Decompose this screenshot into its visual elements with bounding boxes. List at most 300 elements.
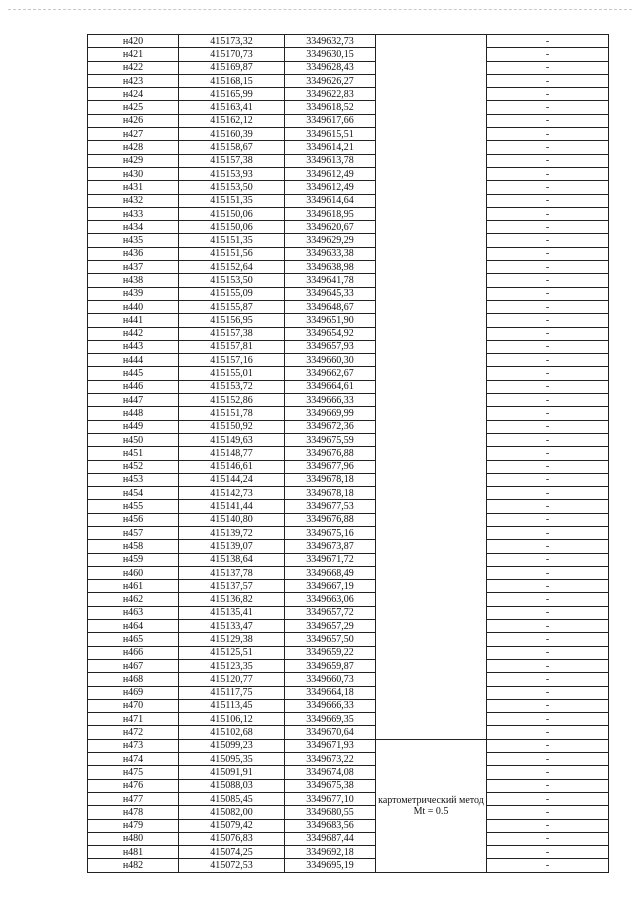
accuracy-cell: - xyxy=(487,859,609,872)
x-coordinate-cell: 415150,92 xyxy=(179,420,285,433)
x-coordinate-cell: 415157,38 xyxy=(179,327,285,340)
point-id-cell: н422 xyxy=(88,61,179,74)
table-row xyxy=(88,832,609,845)
y-coordinate-cell: 3349654,92 xyxy=(285,327,376,340)
y-coordinate-cell: 3349657,29 xyxy=(285,620,376,633)
y-coordinate-cell: 3349675,38 xyxy=(285,779,376,792)
accuracy-cell: - xyxy=(487,300,609,313)
table-row xyxy=(88,380,609,393)
table-row xyxy=(88,659,609,672)
table-row xyxy=(88,447,609,460)
accuracy-cell: - xyxy=(487,713,609,726)
accuracy-cell: - xyxy=(487,340,609,353)
point-id-cell: н434 xyxy=(88,221,179,234)
x-coordinate-cell: 415140,80 xyxy=(179,513,285,526)
y-coordinate-cell: 3349628,43 xyxy=(285,61,376,74)
y-coordinate-cell: 3349633,38 xyxy=(285,247,376,260)
table-row xyxy=(88,181,609,194)
point-id-cell: н443 xyxy=(88,340,179,353)
table-row xyxy=(88,726,609,739)
accuracy-cell: - xyxy=(487,593,609,606)
accuracy-cell: - xyxy=(487,327,609,340)
accuracy-cell: - xyxy=(487,447,609,460)
x-coordinate-cell: 415082,00 xyxy=(179,806,285,819)
accuracy-cell: - xyxy=(487,274,609,287)
accuracy-cell: - xyxy=(487,61,609,74)
x-coordinate-cell: 415076,83 xyxy=(179,832,285,845)
point-id-cell: н437 xyxy=(88,261,179,274)
point-id-cell: н435 xyxy=(88,234,179,247)
point-id-cell: н482 xyxy=(88,859,179,872)
accuracy-cell: - xyxy=(487,566,609,579)
point-id-cell: н474 xyxy=(88,753,179,766)
x-coordinate-cell: 415158,67 xyxy=(179,141,285,154)
y-coordinate-cell: 3349641,78 xyxy=(285,274,376,287)
point-id-cell: н446 xyxy=(88,380,179,393)
y-coordinate-cell: 3349676,88 xyxy=(285,513,376,526)
table-row xyxy=(88,819,609,832)
y-coordinate-cell: 3349618,95 xyxy=(285,207,376,220)
point-id-cell: н433 xyxy=(88,207,179,220)
y-coordinate-cell: 3349645,33 xyxy=(285,287,376,300)
scan-top-border xyxy=(8,9,632,10)
x-coordinate-cell: 415151,78 xyxy=(179,407,285,420)
y-coordinate-cell: 3349678,18 xyxy=(285,487,376,500)
point-id-cell: н436 xyxy=(88,247,179,260)
x-coordinate-cell: 415165,99 xyxy=(179,88,285,101)
y-coordinate-cell: 3349678,18 xyxy=(285,473,376,486)
point-id-cell: н441 xyxy=(88,314,179,327)
accuracy-cell: - xyxy=(487,553,609,566)
table-row xyxy=(88,699,609,712)
accuracy-cell: - xyxy=(487,101,609,114)
x-coordinate-cell: 415102,68 xyxy=(179,726,285,739)
method-cell-empty xyxy=(376,35,487,740)
x-coordinate-cell: 415153,50 xyxy=(179,181,285,194)
y-coordinate-cell: 3349632,73 xyxy=(285,35,376,48)
table-row xyxy=(88,500,609,513)
x-coordinate-cell: 415163,41 xyxy=(179,101,285,114)
point-id-cell: н477 xyxy=(88,792,179,805)
x-coordinate-cell: 415137,78 xyxy=(179,566,285,579)
y-coordinate-cell: 3349657,50 xyxy=(285,633,376,646)
accuracy-cell: - xyxy=(487,247,609,260)
accuracy-cell: - xyxy=(487,779,609,792)
x-coordinate-cell: 415125,51 xyxy=(179,646,285,659)
accuracy-cell: - xyxy=(487,633,609,646)
table-row xyxy=(88,327,609,340)
x-coordinate-cell: 415120,77 xyxy=(179,673,285,686)
accuracy-cell: - xyxy=(487,221,609,234)
y-coordinate-cell: 3349677,10 xyxy=(285,792,376,805)
point-id-cell: н426 xyxy=(88,114,179,127)
y-coordinate-cell: 3349662,67 xyxy=(285,367,376,380)
point-id-cell: н430 xyxy=(88,167,179,180)
accuracy-cell: - xyxy=(487,354,609,367)
x-coordinate-cell: 415169,87 xyxy=(179,61,285,74)
table-row xyxy=(88,61,609,74)
y-coordinate-cell: 3349676,88 xyxy=(285,447,376,460)
y-coordinate-cell: 3349630,15 xyxy=(285,48,376,61)
table-row xyxy=(88,74,609,87)
point-id-cell: н450 xyxy=(88,433,179,446)
point-id-cell: н463 xyxy=(88,606,179,619)
x-coordinate-cell: 415085,45 xyxy=(179,792,285,805)
y-coordinate-cell: 3349668,49 xyxy=(285,566,376,579)
x-coordinate-cell: 415155,87 xyxy=(179,300,285,313)
x-coordinate-cell: 415117,75 xyxy=(179,686,285,699)
accuracy-cell: - xyxy=(487,580,609,593)
y-coordinate-cell: 3349667,19 xyxy=(285,580,376,593)
x-coordinate-cell: 415072,53 xyxy=(179,859,285,872)
y-coordinate-cell: 3349657,93 xyxy=(285,340,376,353)
table-row xyxy=(88,420,609,433)
point-id-cell: н478 xyxy=(88,806,179,819)
table-row xyxy=(88,566,609,579)
x-coordinate-cell: 415091,91 xyxy=(179,766,285,779)
x-coordinate-cell: 415156,95 xyxy=(179,314,285,327)
accuracy-cell: - xyxy=(487,699,609,712)
y-coordinate-cell: 3349648,67 xyxy=(285,300,376,313)
accuracy-cell: - xyxy=(487,819,609,832)
point-id-cell: н451 xyxy=(88,447,179,460)
accuracy-cell: - xyxy=(487,287,609,300)
point-id-cell: н457 xyxy=(88,526,179,539)
accuracy-cell: - xyxy=(487,74,609,87)
x-coordinate-cell: 415133,47 xyxy=(179,620,285,633)
y-coordinate-cell: 3349659,87 xyxy=(285,659,376,672)
accuracy-cell: - xyxy=(487,261,609,274)
point-id-cell: н449 xyxy=(88,420,179,433)
table-row xyxy=(88,274,609,287)
table-row xyxy=(88,473,609,486)
point-id-cell: н428 xyxy=(88,141,179,154)
table-row xyxy=(88,247,609,260)
x-coordinate-cell: 415113,45 xyxy=(179,699,285,712)
x-coordinate-cell: 415151,35 xyxy=(179,234,285,247)
y-coordinate-cell: 3349677,96 xyxy=(285,460,376,473)
y-coordinate-cell: 3349677,53 xyxy=(285,500,376,513)
accuracy-cell: - xyxy=(487,207,609,220)
y-coordinate-cell: 3349620,67 xyxy=(285,221,376,234)
point-id-cell: н421 xyxy=(88,48,179,61)
table-row xyxy=(88,88,609,101)
table-row xyxy=(88,407,609,420)
accuracy-cell: - xyxy=(487,832,609,845)
x-coordinate-cell: 415152,86 xyxy=(179,394,285,407)
y-coordinate-cell: 3349651,90 xyxy=(285,314,376,327)
point-id-cell: н445 xyxy=(88,367,179,380)
accuracy-cell: - xyxy=(487,433,609,446)
point-id-cell: н475 xyxy=(88,766,179,779)
point-id-cell: н464 xyxy=(88,620,179,633)
coordinates-table xyxy=(87,34,609,873)
table-row xyxy=(88,806,609,819)
accuracy-cell: - xyxy=(487,380,609,393)
y-coordinate-cell: 3349660,73 xyxy=(285,673,376,686)
accuracy-cell: - xyxy=(487,846,609,859)
table-row xyxy=(88,846,609,859)
x-coordinate-cell: 415123,35 xyxy=(179,659,285,672)
accuracy-cell: - xyxy=(487,726,609,739)
x-coordinate-cell: 415173,32 xyxy=(179,35,285,48)
point-id-cell: н456 xyxy=(88,513,179,526)
point-id-cell: н468 xyxy=(88,673,179,686)
accuracy-cell: - xyxy=(487,659,609,672)
y-coordinate-cell: 3349612,49 xyxy=(285,167,376,180)
accuracy-cell: - xyxy=(487,194,609,207)
table-row xyxy=(88,792,609,805)
y-coordinate-cell: 3349657,72 xyxy=(285,606,376,619)
table-row xyxy=(88,287,609,300)
y-coordinate-cell: 3349671,72 xyxy=(285,553,376,566)
x-coordinate-cell: 415095,35 xyxy=(179,753,285,766)
accuracy-cell: - xyxy=(487,48,609,61)
point-id-cell: н481 xyxy=(88,846,179,859)
point-id-cell: н425 xyxy=(88,101,179,114)
accuracy-cell: - xyxy=(487,167,609,180)
accuracy-cell: - xyxy=(487,154,609,167)
accuracy-cell: - xyxy=(487,35,609,48)
point-id-cell: н448 xyxy=(88,407,179,420)
accuracy-cell: - xyxy=(487,792,609,805)
y-coordinate-cell: 3349614,21 xyxy=(285,141,376,154)
accuracy-cell: - xyxy=(487,141,609,154)
y-coordinate-cell: 3349674,08 xyxy=(285,766,376,779)
table-row xyxy=(88,433,609,446)
table-row xyxy=(88,753,609,766)
table-row xyxy=(88,713,609,726)
point-id-cell: н458 xyxy=(88,540,179,553)
x-coordinate-cell: 415139,72 xyxy=(179,526,285,539)
point-id-cell: н420 xyxy=(88,35,179,48)
x-coordinate-cell: 415106,12 xyxy=(179,713,285,726)
point-id-cell: н455 xyxy=(88,500,179,513)
point-id-cell: н472 xyxy=(88,726,179,739)
accuracy-cell: - xyxy=(487,314,609,327)
x-coordinate-cell: 415139,07 xyxy=(179,540,285,553)
point-id-cell: н447 xyxy=(88,394,179,407)
x-coordinate-cell: 415129,38 xyxy=(179,633,285,646)
table-row xyxy=(88,234,609,247)
accuracy-cell: - xyxy=(487,394,609,407)
table-row xyxy=(88,580,609,593)
y-coordinate-cell: 3349664,61 xyxy=(285,380,376,393)
y-coordinate-cell: 3349692,18 xyxy=(285,846,376,859)
x-coordinate-cell: 415148,77 xyxy=(179,447,285,460)
point-id-cell: н459 xyxy=(88,553,179,566)
x-coordinate-cell: 415149,63 xyxy=(179,433,285,446)
point-id-cell: н427 xyxy=(88,128,179,141)
table-row xyxy=(88,766,609,779)
x-coordinate-cell: 415153,93 xyxy=(179,167,285,180)
table-row xyxy=(88,354,609,367)
y-coordinate-cell: 3349669,35 xyxy=(285,713,376,726)
accuracy-cell: - xyxy=(487,88,609,101)
table-row xyxy=(88,606,609,619)
table-row xyxy=(88,300,609,313)
x-coordinate-cell: 415157,38 xyxy=(179,154,285,167)
table-row xyxy=(88,154,609,167)
x-coordinate-cell: 415079,42 xyxy=(179,819,285,832)
table-row xyxy=(88,593,609,606)
table-row xyxy=(88,340,609,353)
y-coordinate-cell: 3349673,22 xyxy=(285,753,376,766)
y-coordinate-cell: 3349695,19 xyxy=(285,859,376,872)
point-id-cell: н424 xyxy=(88,88,179,101)
accuracy-cell: - xyxy=(487,420,609,433)
accuracy-cell: - xyxy=(487,766,609,779)
x-coordinate-cell: 415136,82 xyxy=(179,593,285,606)
point-id-cell: н480 xyxy=(88,832,179,845)
accuracy-cell: - xyxy=(487,114,609,127)
y-coordinate-cell: 3349669,99 xyxy=(285,407,376,420)
y-coordinate-cell: 3349680,55 xyxy=(285,806,376,819)
table-row xyxy=(88,261,609,274)
point-id-cell: н429 xyxy=(88,154,179,167)
x-coordinate-cell: 415135,41 xyxy=(179,606,285,619)
x-coordinate-cell: 415151,35 xyxy=(179,194,285,207)
point-id-cell: н460 xyxy=(88,566,179,579)
table-row xyxy=(88,114,609,127)
coordinates-table-body xyxy=(88,35,609,873)
y-coordinate-cell: 3349613,78 xyxy=(285,154,376,167)
y-coordinate-cell: 3349666,33 xyxy=(285,699,376,712)
x-coordinate-cell: 415153,50 xyxy=(179,274,285,287)
table-row xyxy=(88,207,609,220)
x-coordinate-cell: 415138,64 xyxy=(179,553,285,566)
point-id-cell: н462 xyxy=(88,593,179,606)
accuracy-cell: - xyxy=(487,540,609,553)
table-row xyxy=(88,513,609,526)
accuracy-cell: - xyxy=(487,513,609,526)
x-coordinate-cell: 415162,12 xyxy=(179,114,285,127)
table-row xyxy=(88,48,609,61)
x-coordinate-cell: 415153,72 xyxy=(179,380,285,393)
y-coordinate-cell: 3349618,52 xyxy=(285,101,376,114)
y-coordinate-cell: 3349664,18 xyxy=(285,686,376,699)
point-id-cell: н479 xyxy=(88,819,179,832)
point-id-cell: н439 xyxy=(88,287,179,300)
table-row xyxy=(88,646,609,659)
x-coordinate-cell: 415157,81 xyxy=(179,340,285,353)
y-coordinate-cell: 3349666,33 xyxy=(285,394,376,407)
table-row xyxy=(88,167,609,180)
x-coordinate-cell: 415137,57 xyxy=(179,580,285,593)
y-coordinate-cell: 3349675,59 xyxy=(285,433,376,446)
x-coordinate-cell: 415168,15 xyxy=(179,74,285,87)
accuracy-cell: - xyxy=(487,753,609,766)
point-id-cell: н444 xyxy=(88,354,179,367)
accuracy-cell: - xyxy=(487,526,609,539)
y-coordinate-cell: 3349626,27 xyxy=(285,74,376,87)
point-id-cell: н465 xyxy=(88,633,179,646)
point-id-cell: н454 xyxy=(88,487,179,500)
table-row xyxy=(88,128,609,141)
table-row xyxy=(88,487,609,500)
table-row xyxy=(88,101,609,114)
accuracy-cell: - xyxy=(487,181,609,194)
y-coordinate-cell: 3349615,51 xyxy=(285,128,376,141)
table-row xyxy=(88,394,609,407)
x-coordinate-cell: 415088,03 xyxy=(179,779,285,792)
y-coordinate-cell: 3349629,29 xyxy=(285,234,376,247)
y-coordinate-cell: 3349670,64 xyxy=(285,726,376,739)
x-coordinate-cell: 415152,64 xyxy=(179,261,285,274)
x-coordinate-cell: 415142,73 xyxy=(179,487,285,500)
y-coordinate-cell: 3349687,44 xyxy=(285,832,376,845)
y-coordinate-cell: 3349672,36 xyxy=(285,420,376,433)
table-row xyxy=(88,35,609,48)
x-coordinate-cell: 415160,39 xyxy=(179,128,285,141)
point-id-cell: н438 xyxy=(88,274,179,287)
y-coordinate-cell: 3349612,49 xyxy=(285,181,376,194)
table-row xyxy=(88,673,609,686)
y-coordinate-cell: 3349622,83 xyxy=(285,88,376,101)
point-id-cell: н476 xyxy=(88,779,179,792)
y-coordinate-cell: 3349683,56 xyxy=(285,819,376,832)
point-id-cell: н423 xyxy=(88,74,179,87)
point-id-cell: н469 xyxy=(88,686,179,699)
x-coordinate-cell: 415155,09 xyxy=(179,287,285,300)
accuracy-cell: - xyxy=(487,407,609,420)
table-row xyxy=(88,553,609,566)
y-coordinate-cell: 3349659,22 xyxy=(285,646,376,659)
table-row xyxy=(88,314,609,327)
point-id-cell: н452 xyxy=(88,460,179,473)
accuracy-cell: - xyxy=(487,673,609,686)
y-coordinate-cell: 3349675,16 xyxy=(285,526,376,539)
accuracy-cell: - xyxy=(487,646,609,659)
accuracy-cell: - xyxy=(487,606,609,619)
accuracy-cell: - xyxy=(487,806,609,819)
x-coordinate-cell: 415157,16 xyxy=(179,354,285,367)
point-id-cell: н470 xyxy=(88,699,179,712)
x-coordinate-cell: 415144,24 xyxy=(179,473,285,486)
accuracy-cell: - xyxy=(487,686,609,699)
point-id-cell: н471 xyxy=(88,713,179,726)
accuracy-cell: - xyxy=(487,128,609,141)
x-coordinate-cell: 415170,73 xyxy=(179,48,285,61)
y-coordinate-cell: 3349673,87 xyxy=(285,540,376,553)
table-row xyxy=(88,686,609,699)
x-coordinate-cell: 415150,06 xyxy=(179,207,285,220)
table-row xyxy=(88,540,609,553)
accuracy-cell: - xyxy=(487,500,609,513)
table-row xyxy=(88,633,609,646)
table-row xyxy=(88,194,609,207)
method-note-cell: картометрический метод Mt = 0.5 xyxy=(376,739,487,872)
point-id-cell: н467 xyxy=(88,659,179,672)
y-coordinate-cell: 3349638,98 xyxy=(285,261,376,274)
table-row xyxy=(88,620,609,633)
table-row xyxy=(88,221,609,234)
y-coordinate-cell: 3349660,30 xyxy=(285,354,376,367)
point-id-cell: н473 xyxy=(88,739,179,752)
x-coordinate-cell: 415150,06 xyxy=(179,221,285,234)
point-id-cell: н431 xyxy=(88,181,179,194)
point-id-cell: н466 xyxy=(88,646,179,659)
accuracy-cell: - xyxy=(487,473,609,486)
x-coordinate-cell: 415151,56 xyxy=(179,247,285,260)
y-coordinate-cell: 3349614,64 xyxy=(285,194,376,207)
accuracy-cell: - xyxy=(487,739,609,752)
table-row xyxy=(88,739,609,752)
table-row xyxy=(88,859,609,872)
y-coordinate-cell: 3349663,06 xyxy=(285,593,376,606)
x-coordinate-cell: 415074,25 xyxy=(179,846,285,859)
point-id-cell: н453 xyxy=(88,473,179,486)
